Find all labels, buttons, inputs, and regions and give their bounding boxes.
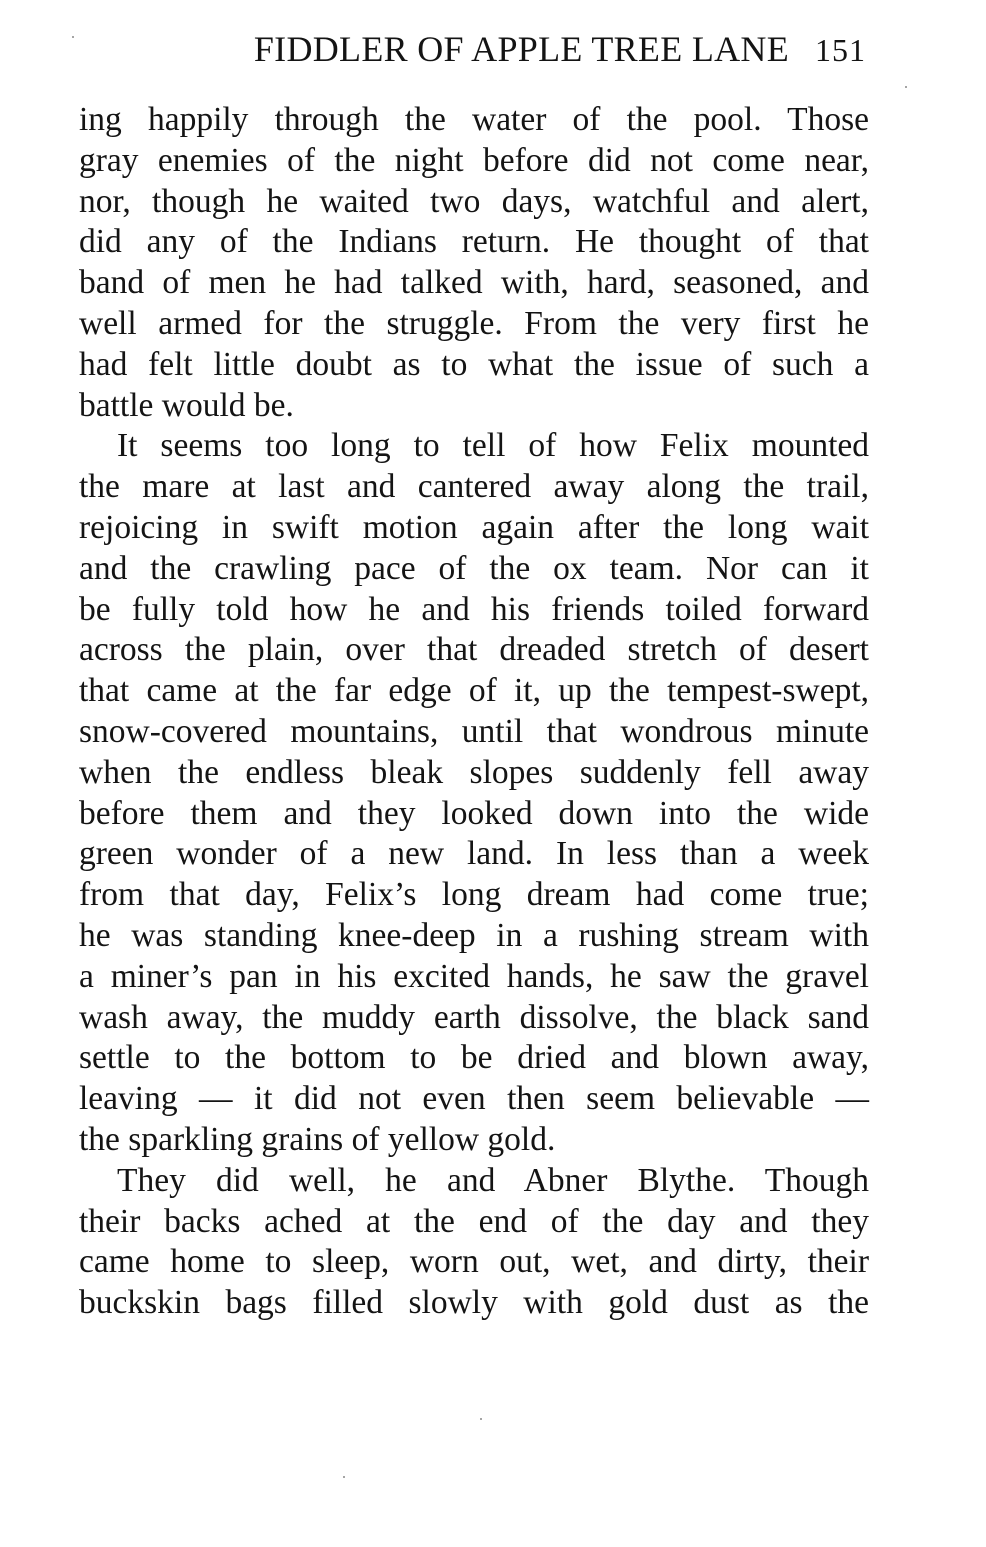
text-line: from that day, Felix’s long dream had come true; [79, 876, 869, 914]
scan-speck [905, 86, 907, 88]
text-line: came home to sleep, worn out, wet, and dirty, their [79, 1243, 869, 1281]
text-line: battle would be. [79, 386, 294, 424]
text-line: before them and they looked down into the wide [79, 794, 869, 832]
text-line: green wonder of a new land. In less than a week [79, 835, 869, 873]
text-line: buckskin bags filled slowly with gold dust as the [79, 1284, 869, 1322]
text-line: did any of the Indians return. He thought of that [79, 223, 869, 261]
text-line: a miner’s pan in his excited hands, he saw the gravel [79, 957, 869, 995]
scan-speck [72, 36, 74, 38]
text-line: band of men he had talked with, hard, seasoned, and [79, 264, 869, 302]
text-line: the sparkling grains of yellow gold. [79, 1120, 556, 1158]
text-line: It seems too long to tell of how Felix mounted [117, 427, 869, 465]
text-line: their backs ached at the end of the day and they [79, 1202, 869, 1240]
text-line: across the plain, over that dreaded stretch of desert [79, 631, 869, 669]
text-line: wash away, the muddy earth dissolve, the black sand [79, 998, 869, 1036]
text-line: rejoicing in swift motion again after the long wait [79, 508, 869, 546]
text-line: he was standing knee-deep in a rushing stream with [79, 916, 869, 954]
text-line: leaving — it did not even then seem believable — [79, 1080, 869, 1118]
body-text [79, 100, 869, 1324]
text-line: had felt little doubt as to what the issue of such a [79, 345, 869, 383]
text-line: well armed for the struggle. From the very first he [79, 304, 869, 342]
text-line: and the crawling pace of the ox team. Nor can it [79, 549, 869, 587]
text-line: that came at the far edge of it, up the tempest-swept, [79, 672, 869, 710]
running-title: FIDDLER OF APPLE TREE LANE [253, 29, 789, 69]
page-number: 151 [815, 32, 866, 68]
text-line: settle to the bottom to be dried and blown away, [79, 1039, 869, 1077]
text-line: when the endless bleak slopes suddenly fell away [79, 753, 869, 791]
text-line: the mare at last and cantered away along the trail, [79, 468, 869, 506]
text-line: nor, though he waited two days, watchful and alert, [79, 182, 869, 220]
text-line: snow-covered mountains, until that wondrous minute [79, 712, 869, 750]
scan-speck [480, 1418, 482, 1420]
text-line: ing happily through the water of the pool. Those [79, 101, 869, 138]
running-head [80, 28, 866, 78]
scan-speck [343, 1476, 345, 1478]
text-line: be fully told how he and his friends toiled forward [79, 590, 869, 628]
text-line: gray enemies of the night before did not come near, [79, 141, 869, 179]
text-line: They did well, he and Abner Blythe. Though [117, 1161, 869, 1199]
